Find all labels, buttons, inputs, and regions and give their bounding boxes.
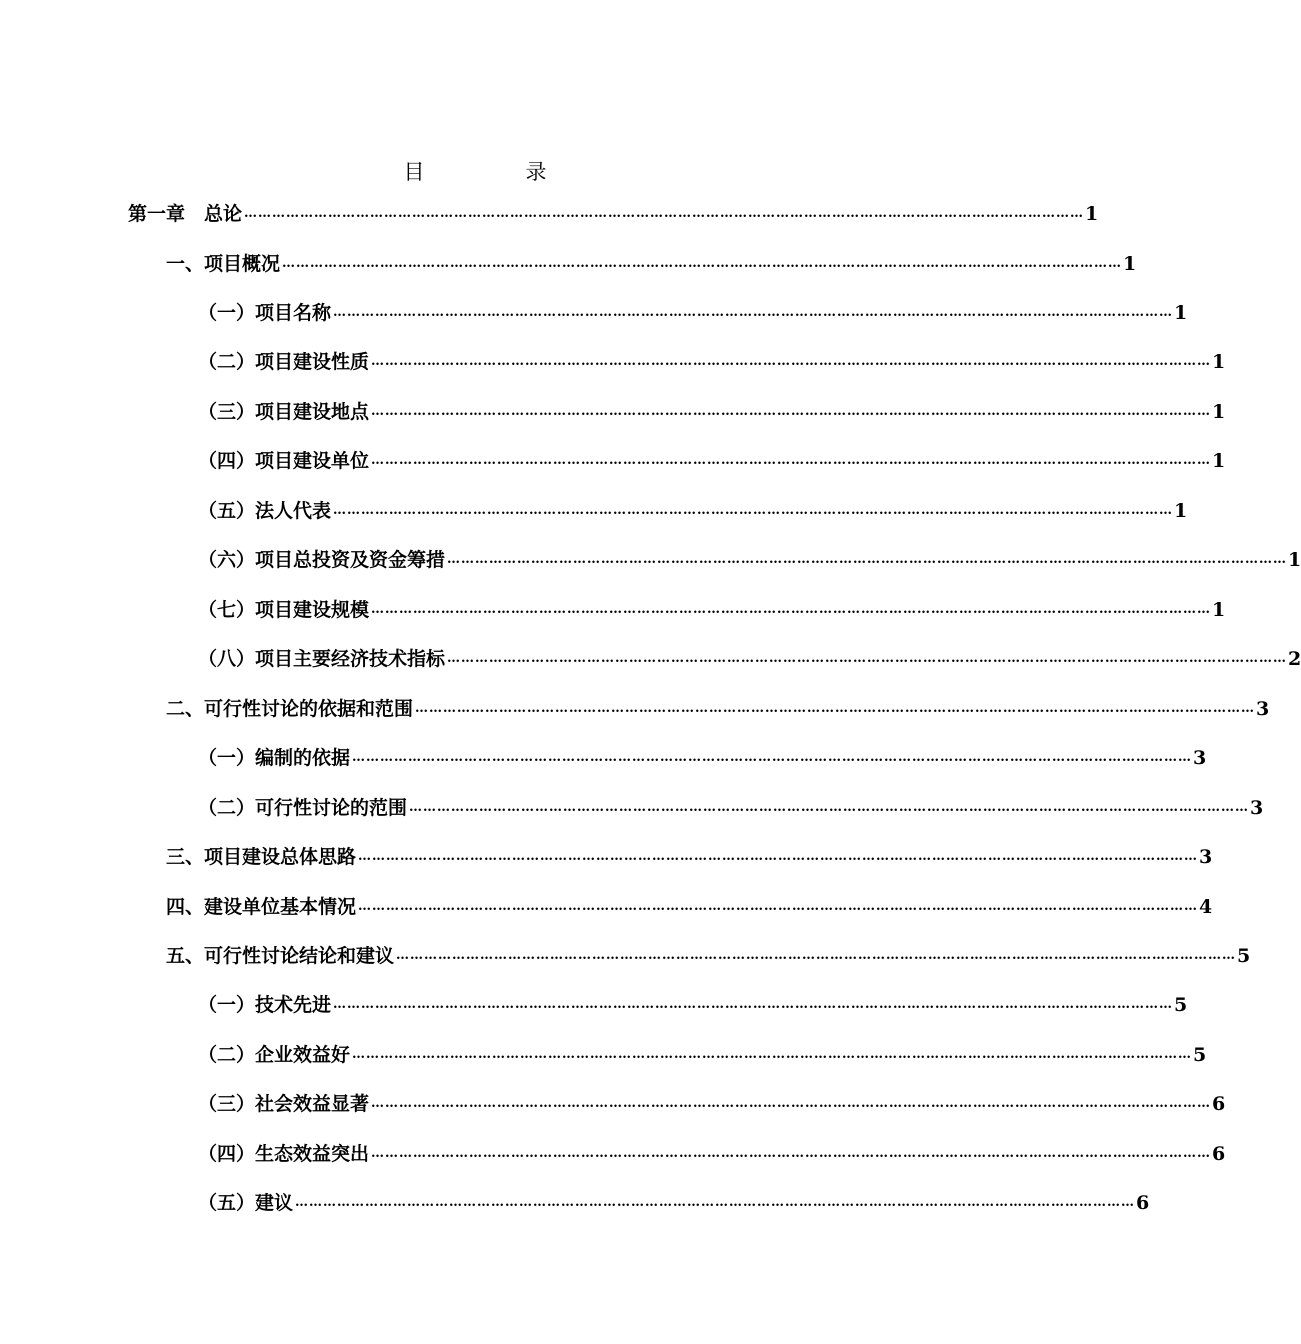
toc-entry-text: （二）企业效益好 <box>198 1044 351 1066</box>
toc-leader-dots: ……………………………………………………………………………………………………………………………………………………………… <box>244 206 1085 221</box>
toc-entry-page: 3 <box>1199 846 1213 868</box>
toc-entry-page: 5 <box>1237 945 1251 967</box>
toc-entry-page: 1 <box>1288 549 1301 571</box>
toc-entry[interactable] <box>198 1033 1207 1077</box>
toc-leader-dots: ……………………………………………………………………………………………………………………………………………………………… <box>333 503 1174 518</box>
toc-entry-page: 5 <box>1174 994 1188 1016</box>
toc-leader-dots: ……………………………………………………………………………………………………………………………………………………………… <box>352 1047 1193 1062</box>
toc-entry-text: （七）项目建设规模 <box>198 599 370 621</box>
toc-entry-text: （二）可行性讨论的范围 <box>198 797 408 819</box>
toc-entry-page: 3 <box>1193 747 1207 769</box>
toc-entry-text: （三）项目建设地点 <box>198 401 370 423</box>
toc-entry-text: 四、建设单位基本情况 <box>166 896 357 918</box>
toc-entry[interactable] <box>166 885 1213 929</box>
toc-entry-text: （四）项目建设单位 <box>198 450 370 472</box>
toc-leader-dots: ……………………………………………………………………………………………………………………………………………………………… <box>358 849 1199 864</box>
toc-entry-text: （一）项目名称 <box>198 302 332 324</box>
toc-leader-dots: ……………………………………………………………………………………………………………………………………………………………… <box>371 354 1212 369</box>
toc-entry[interactable] <box>198 786 1264 830</box>
toc-leader-dots: ……………………………………………………………………………………………………………………………………………………………… <box>371 1096 1212 1111</box>
toc-entry-text: （八）项目主要经济技术指标 <box>198 648 446 670</box>
toc-entry[interactable] <box>198 390 1226 434</box>
toc-title: 目 录 <box>403 160 587 184</box>
toc-entry[interactable] <box>198 1082 1226 1126</box>
toc-leader-dots: ……………………………………………………………………………………………………………………………………………………………… <box>282 256 1123 271</box>
toc-entry[interactable] <box>198 538 1301 582</box>
toc-entry-page: 5 <box>1193 1044 1207 1066</box>
toc-entry[interactable] <box>166 242 1137 286</box>
toc-entry[interactable] <box>198 736 1207 780</box>
toc-entry-text: 第一章 总论 <box>128 203 243 225</box>
toc-entry-page: 2 <box>1288 648 1301 670</box>
toc-entry[interactable] <box>198 1181 1150 1225</box>
toc-entry[interactable] <box>198 983 1188 1027</box>
toc-leader-dots: ……………………………………………………………………………………………………………………………………………………………… <box>447 552 1288 567</box>
toc-entry-text: （二）项目建设性质 <box>198 351 370 373</box>
toc-entry-page: 1 <box>1174 500 1188 522</box>
toc-leader-dots: ……………………………………………………………………………………………………………………………………………………………… <box>333 997 1174 1012</box>
toc-entry[interactable] <box>198 340 1226 384</box>
toc-leader-dots: ……………………………………………………………………………………………………………………………………………………………… <box>447 651 1288 666</box>
toc-entry-page: 6 <box>1212 1143 1226 1165</box>
toc-entry-text: （三）社会效益显著 <box>198 1093 370 1115</box>
toc-entry-text: 三、项目建设总体思路 <box>166 846 357 868</box>
toc-entry-text: （六）项目总投资及资金筹措 <box>198 549 446 571</box>
toc-entry-text: 二、可行性讨论的依据和范围 <box>166 698 414 720</box>
toc-entry-page: 4 <box>1199 896 1213 918</box>
toc-entry[interactable] <box>166 835 1213 879</box>
toc-entry-page: 1 <box>1212 401 1226 423</box>
toc-leader-dots: ……………………………………………………………………………………………………………………………………………………………… <box>371 1146 1212 1161</box>
toc-entry-text: （一）技术先进 <box>198 994 332 1016</box>
toc-entry-page: 1 <box>1212 450 1226 472</box>
toc-entry-text: 一、项目概况 <box>166 253 281 275</box>
toc-leader-dots: ……………………………………………………………………………………………………………………………………………………………… <box>371 453 1212 468</box>
toc-entry-page: 1 <box>1123 253 1137 275</box>
toc-entry-page: 1 <box>1212 351 1226 373</box>
toc-leader-dots: ……………………………………………………………………………………………………………………………………………………………… <box>333 305 1174 320</box>
toc-leader-dots: ……………………………………………………………………………………………………………………………………………………………… <box>409 800 1250 815</box>
toc-leader-dots: ……………………………………………………………………………………………………………………………………………………………… <box>396 948 1237 963</box>
toc-entry[interactable] <box>128 192 1099 236</box>
toc-leader-dots: ……………………………………………………………………………………………………………………………………………………………… <box>415 701 1256 716</box>
toc-entry[interactable] <box>198 637 1301 681</box>
toc-entry-page: 1 <box>1212 599 1226 621</box>
toc-entry[interactable] <box>166 687 1270 731</box>
toc-entry-text: 五、可行性讨论结论和建议 <box>166 945 395 967</box>
toc-entry-text: （五）法人代表 <box>198 500 332 522</box>
toc-entry[interactable] <box>198 291 1188 335</box>
toc-leader-dots: ……………………………………………………………………………………………………………………………………………………………… <box>358 899 1199 914</box>
toc-entry-page: 1 <box>1174 302 1188 324</box>
toc-leader-dots: ……………………………………………………………………………………………………………………………………………………………… <box>352 750 1193 765</box>
toc-entry-text: （五）建议 <box>198 1192 294 1214</box>
toc-leader-dots: ……………………………………………………………………………………………………………………………………………………………… <box>371 404 1212 419</box>
toc-entry[interactable] <box>198 1132 1226 1176</box>
toc-entry[interactable] <box>198 439 1226 483</box>
toc-leader-dots: ……………………………………………………………………………………………………………………………………………………………… <box>295 1195 1136 1210</box>
toc-entry-page: 1 <box>1085 203 1099 225</box>
toc-entry-text: （四）生态效益突出 <box>198 1143 370 1165</box>
toc-entry-page: 6 <box>1136 1192 1150 1214</box>
toc-entry-text: （一）编制的依据 <box>198 747 351 769</box>
toc-leader-dots: ……………………………………………………………………………………………………………………………………………………………… <box>371 602 1212 617</box>
toc-entry-page: 3 <box>1256 698 1270 720</box>
toc-entry[interactable] <box>166 934 1251 978</box>
toc-entry[interactable] <box>198 489 1188 533</box>
toc-entry-page: 6 <box>1212 1093 1226 1115</box>
toc-entry-page: 3 <box>1250 797 1264 819</box>
toc-entry[interactable] <box>198 588 1226 632</box>
